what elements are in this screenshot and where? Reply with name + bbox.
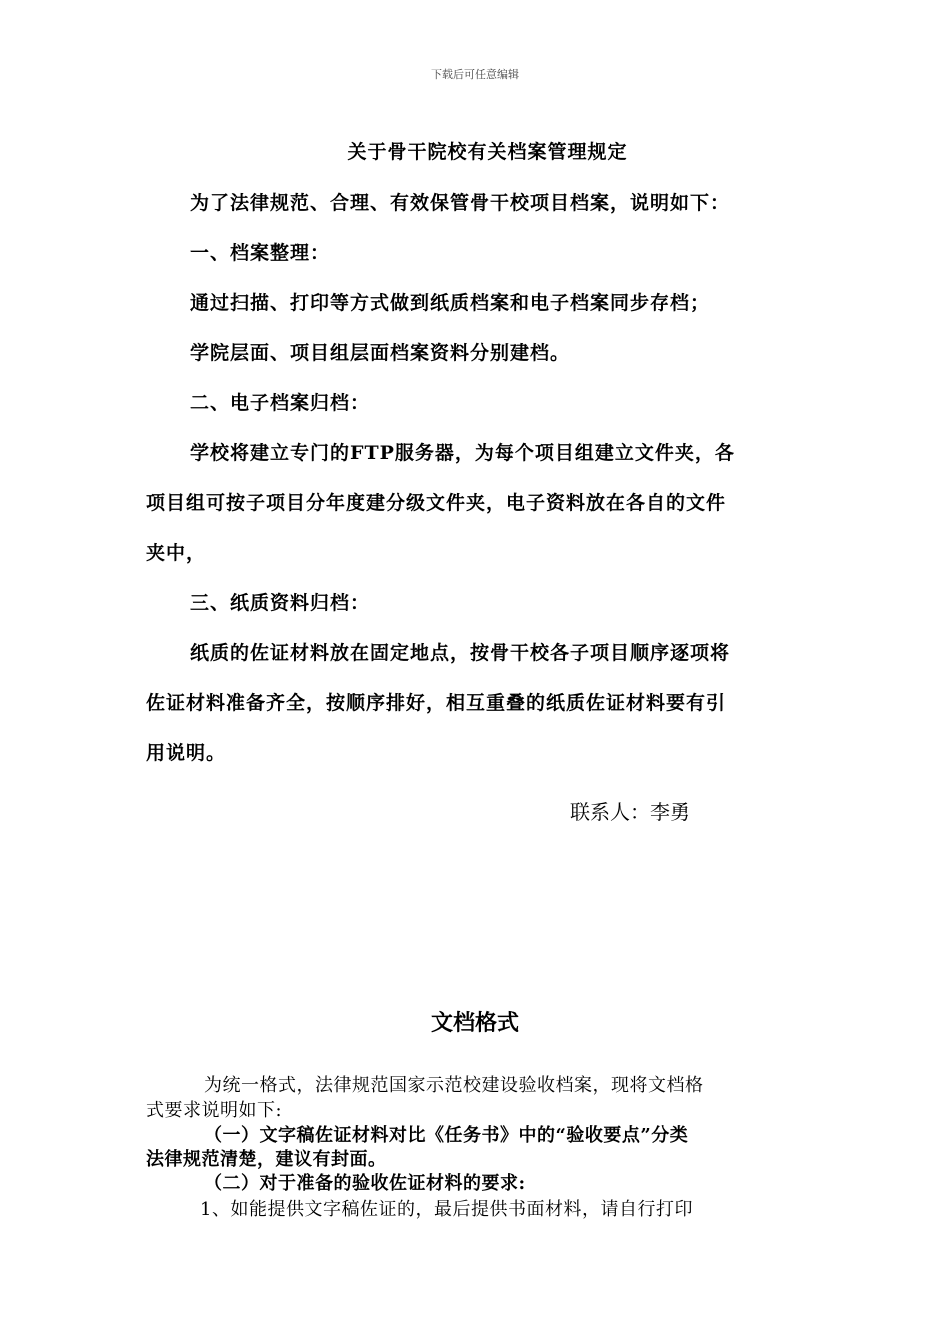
section2-line: 夹中， [146, 542, 207, 564]
format-item-one: （一）文字稿佐证材料对比《任务书》中的“验收要点”分类 [204, 1125, 689, 1146]
format-section-title: 文档格式 [430, 1011, 519, 1036]
document-title: 关于骨干院校有关档案管理规定 [347, 141, 628, 163]
format-item-one: 法律规范清楚，建议有封面。 [146, 1149, 387, 1170]
section3-heading: 三、纸质资料归档： [190, 592, 371, 614]
format-item-two: （二）对于准备的验收佐证材料的要求: [204, 1173, 526, 1194]
section3-line: 纸质的佐证材料放在固定地点，按骨干校各子项目顺序逐项将 [190, 642, 731, 664]
section1-line: 通过扫描、打印等方式做到纸质档案和电子档案同步存档； [190, 292, 711, 314]
section2-line: 项目组可按子项目分年度建分级文件夹，电子资料放在各自的文件 [146, 492, 727, 514]
section1-line: 学院层面、项目组层面档案资料分别建档。 [190, 342, 571, 364]
format-list-item: 1、如能提供文字稿佐证的，最后提供书面材料，请自行打印 [200, 1199, 693, 1220]
contact-person: 联系人：李勇 [570, 800, 690, 824]
section3-line: 佐证材料准备齐全，按顺序排好，相互重叠的纸质佐证材料要有引 [146, 692, 727, 714]
section2-line: 学校将建立专门的FTP服务器，为每个项目组建立文件夹，各 [190, 442, 735, 464]
section3-line: 用说明。 [146, 742, 227, 764]
intro-paragraph: 为了法律规范、合理、有效保管骨干校项目档案，说明如下： [190, 192, 731, 214]
format-paragraph-line: 式要求说明如下: [146, 1100, 283, 1121]
header-note: 下载后可任意编辑 [431, 68, 519, 81]
format-paragraph-line: 为统一格式，法律规范国家示范校建设验收档案，现将文档格 [204, 1075, 704, 1096]
section2-heading: 二、电子档案归档： [190, 392, 371, 414]
section1-heading: 一、档案整理： [190, 242, 331, 264]
